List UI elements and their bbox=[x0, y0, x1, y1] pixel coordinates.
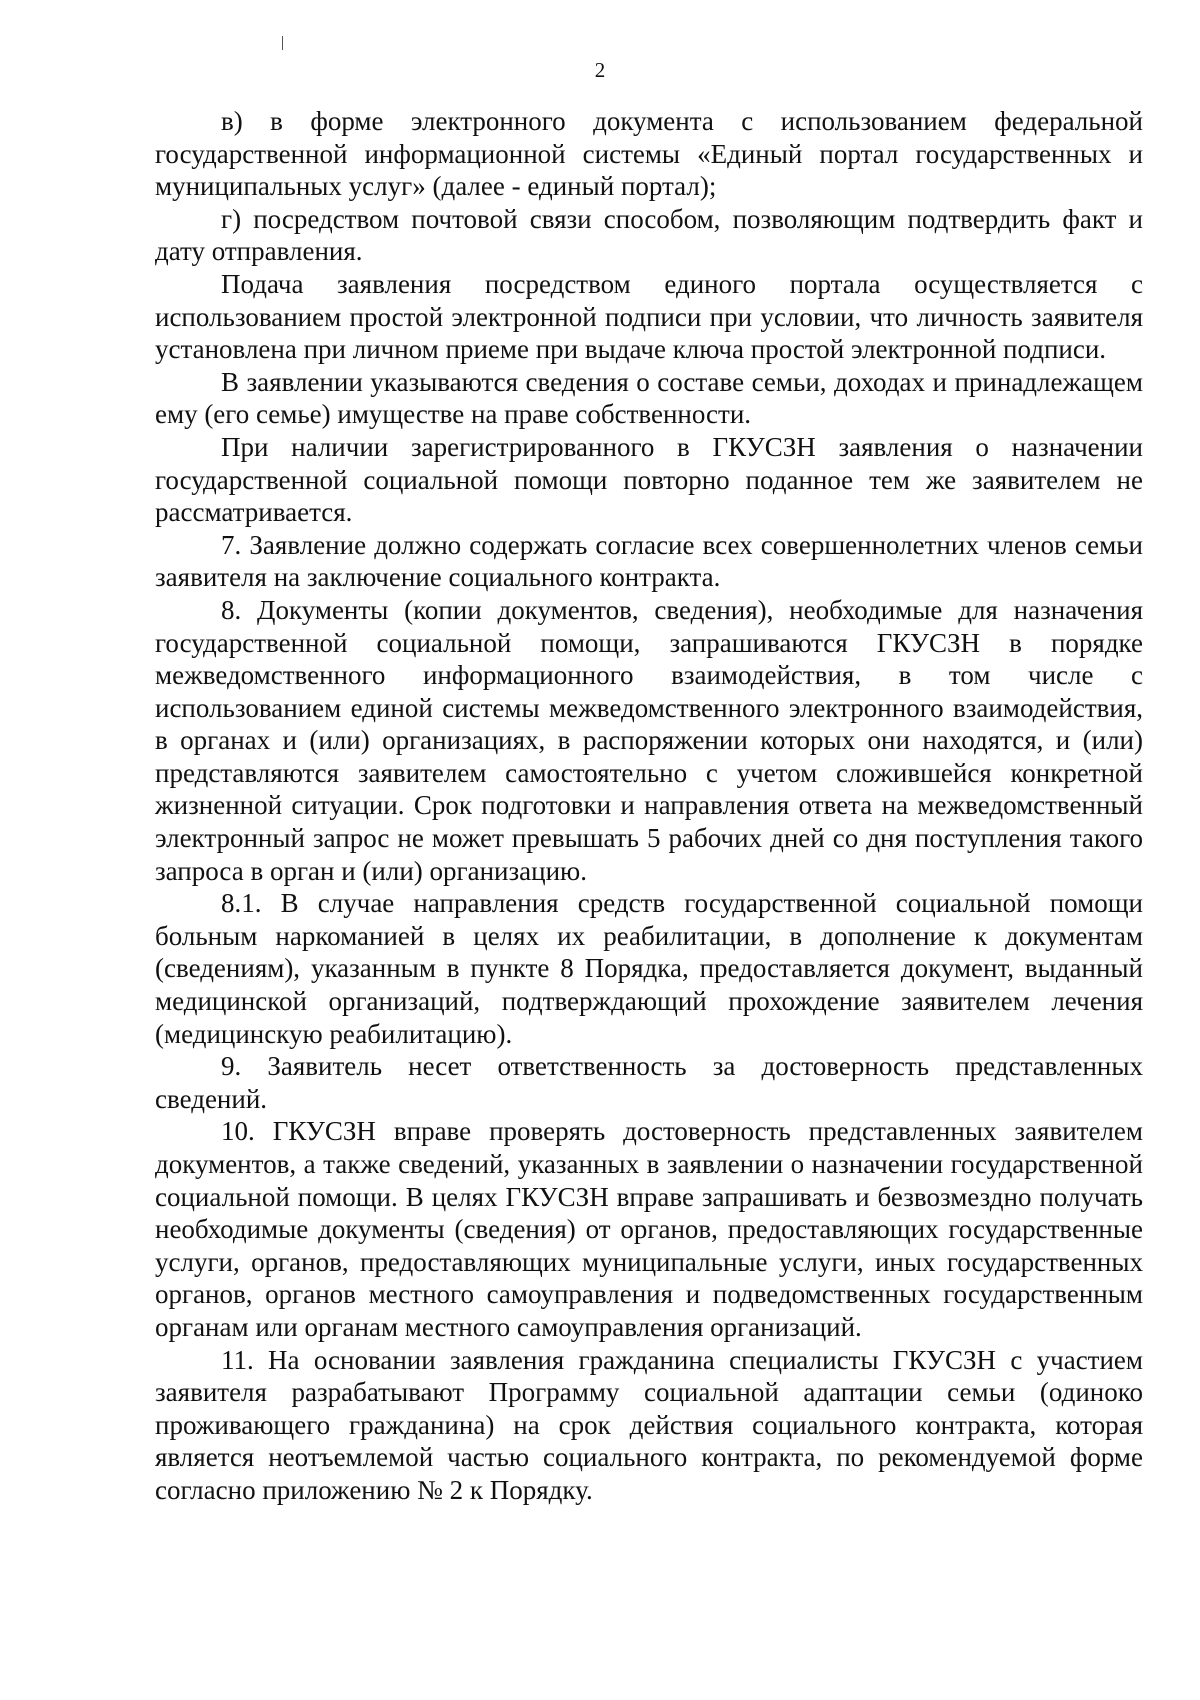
paragraph-clause-9: 9. Заявитель несет ответственность за достоверность представленных сведений. bbox=[155, 1051, 1143, 1114]
scan-mark bbox=[282, 36, 283, 50]
paragraph-portal-submission: Подача заявления посредством единого портала осуществляется с использованием простой электронной подписи при условии, что личность заявителя установлена при личном приеме при выдаче ключа простой электронной подписи. bbox=[155, 268, 1143, 365]
paragraph-repeat-application: При наличии зарегистрированного в ГКУСЗН заявления о назначении государственной социальной помощи повторно поданное тем же заявителем не рассматривается. bbox=[155, 431, 1143, 528]
document-body bbox=[155, 105, 1143, 1507]
paragraph-clause-8-1: 8.1. В случае направления средств государственной социальной помощи больным наркоманией в целях их реабилитации, в дополнение к документам (сведениям), указанным в пункте 8 Порядка, предоставляется документ, выданный медицинской организаций, подтверждающий прохождение заявителем лечения (медицинскую реабилитацию). bbox=[155, 888, 1143, 1049]
paragraph-clause-8: 8. Документы (копии документов, сведения), необходимые для назначения государственной социальной помощи, запрашиваются ГКУСЗН в порядке межведомственного информационного взаимодействия, в том числе с использованием единой системы межведомственного электронного взаимодействия, в органах и (или) организациях, в распоряжении которых они находятся, и (или) представляются заявителем самостоятельно с учетом сложившейся конкретной жизненной ситуации. Срок подготовки и направления ответа на межведомственный электронный запрос не может превышать 5 рабочих дней со дня поступления такого запроса в орган и (или) организацию. bbox=[155, 594, 1143, 886]
paragraph-clause-7: 7. Заявление должно содержать согласие всех совершеннолетних членов семьи заявителя на заключение социального контракта. bbox=[155, 529, 1143, 593]
paragraph-clause-10: 10. ГКУСЗН вправе проверять достоверность представленных заявителем документов, а также сведений, указанных в заявлении о назначении государственной социальной помощи. В целях ГКУСЗН вправе запрашивать и безвозмездно получать необходимые документы (сведения) от органов, предоставляющих государственные услуги, органов, предоставляющих муниципальные услуги, иных государственных органов, органов местного самоуправления и подведомственных государственным органам или органам местного самоуправления организаций. bbox=[155, 1116, 1143, 1342]
paragraph-application-contents: В заявлении указываются сведения о составе семьи, доходах и принадлежащем ему (его семье) имуществе на праве собственности. bbox=[155, 366, 1143, 430]
page-number: 2 bbox=[594, 58, 606, 82]
paragraph-item-g: г) посредством почтовой связи способом, позволяющим подтвердить факт и дату отправления. bbox=[155, 203, 1143, 267]
paragraph-item-v: в) в форме электронного документа с использованием федеральной государственной информационной системы «Единый портал государственных и муниципальных услуг» (далее - единый портал); bbox=[155, 106, 1143, 202]
paragraph-clause-11: 11. На основании заявления гражданина специалисты ГКУСЗН с участием заявителя разрабатывают Программу социальной адаптации семьи (одиноко проживающего гражданина) на срок действия социального контракта, которая является неотъемлемой частью социального контракта, по рекомендуемой форме согласно приложению № 2 к Порядку. bbox=[155, 1344, 1143, 1505]
